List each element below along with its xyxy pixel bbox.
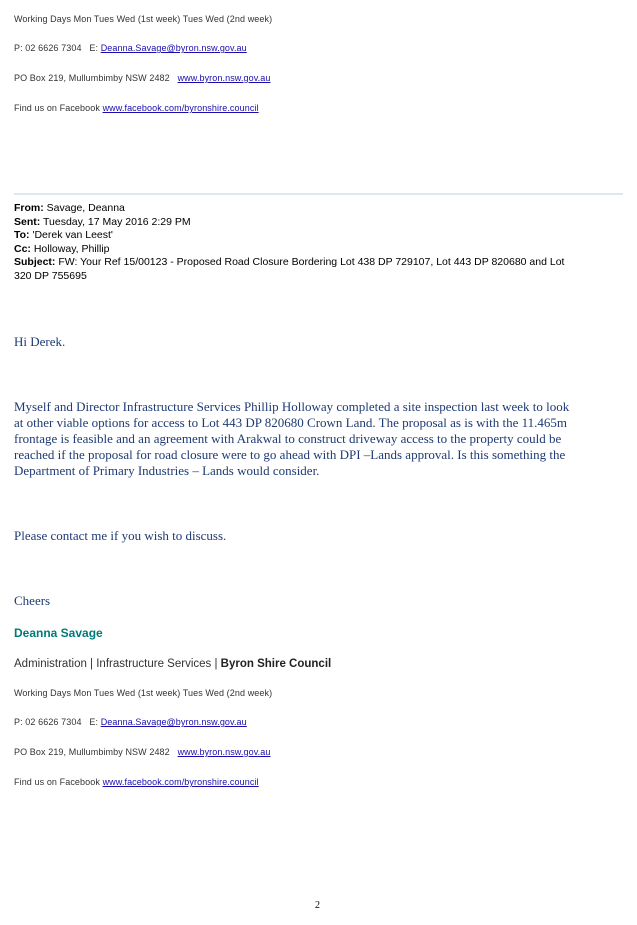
header-cc: Cc: Holloway, Phillip xyxy=(14,242,110,255)
closing: Cheers xyxy=(14,593,51,608)
bottom-facebook-link[interactable]: www.facebook.com/byronshire.council xyxy=(102,777,259,787)
bottom-contact-phone-email xyxy=(14,717,247,727)
top-contact-phone-email xyxy=(14,43,247,53)
department-label: Administration | Infrastructure Services | xyxy=(14,658,218,670)
council-name: Byron Shire Council xyxy=(220,658,332,670)
bottom-facebook-label: Find us on Facebook xyxy=(14,777,100,787)
top-email-label: E: xyxy=(89,43,99,53)
paragraph-line: reached if the proposal for road closure were to go ahead with DPI –Lands approval. Is this something the xyxy=(14,447,566,462)
bottom-facebook-line xyxy=(14,777,259,787)
header-subject: Subject: FW: Your Ref 15/00123 - Proposed Road Closure Bordering Lot 438 DP 729107, Lot 443 DP 820680 and Lot xyxy=(14,256,565,268)
signature-name: Deanna Savage xyxy=(14,626,103,640)
header-from: From: Savage, Deanna xyxy=(14,202,125,214)
top-website-link[interactable]: www.byron.nsw.gov.au xyxy=(177,73,271,83)
paragraph-line: Department of Primary Industries – Lands would consider. xyxy=(14,463,320,478)
body-paragraph xyxy=(14,399,569,479)
bottom-address-line xyxy=(14,747,270,757)
header-sent: Sent: Tuesday, 17 May 2016 2:29 PM xyxy=(14,215,191,228)
top-email-link[interactable]: Deanna.Savage@byron.nsw.gov.au xyxy=(100,43,247,53)
paragraph-line: Myself and Director Infrastructure Services Phillip Holloway completed a site inspection last week to look xyxy=(14,399,570,414)
bottom-website-link[interactable]: www.byron.nsw.gov.au xyxy=(177,747,271,757)
page-number: 2 xyxy=(315,900,320,911)
top-facebook-line xyxy=(14,103,259,113)
header-to: To: 'Derek van Leest' xyxy=(14,229,113,241)
greeting: Hi Derek. xyxy=(14,334,66,349)
top-po-box: PO Box 219, Mullumbimby NSW 2482 xyxy=(14,73,170,83)
signature-department xyxy=(14,658,331,670)
top-facebook-label: Find us on Facebook xyxy=(14,103,100,113)
paragraph-line: at other viable options for access to Lot 443 DP 820680 Crown Land. The proposal as is with the 11.465m xyxy=(14,415,568,430)
bottom-email-label: E: xyxy=(89,717,99,727)
top-facebook-link[interactable]: www.facebook.com/byronshire.council xyxy=(102,103,259,113)
bottom-working-days: Working Days Mon Tues Wed (1st week) Tues Wed (2nd week) xyxy=(14,688,273,698)
paragraph-line: frontage is feasible and an agreement with Arakwal to construct driveway access to the property could be xyxy=(14,431,562,446)
top-address-line xyxy=(14,73,270,83)
contact-line: Please contact me if you wish to discuss. xyxy=(14,528,227,543)
email-header xyxy=(14,202,564,283)
top-working-days: Working Days Mon Tues Wed (1st week) Tues Wed (2nd week) xyxy=(14,14,273,24)
bottom-email-link[interactable]: Deanna.Savage@byron.nsw.gov.au xyxy=(100,717,247,727)
bottom-po-box: PO Box 219, Mullumbimby NSW 2482 xyxy=(14,747,170,757)
bottom-phone: P: 02 6626 7304 xyxy=(14,717,82,727)
top-phone: P: 02 6626 7304 xyxy=(14,43,82,53)
email-divider xyxy=(14,193,623,195)
header-subject-cont: 320 DP 755695 xyxy=(14,269,87,282)
